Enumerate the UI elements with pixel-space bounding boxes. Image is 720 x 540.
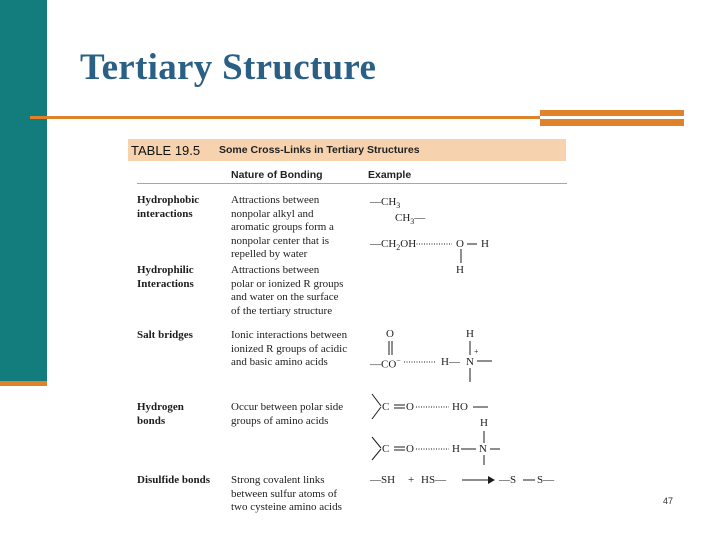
example-hydrophilic-ch2oh: $—CH_2OH$ bbox=[370, 238, 417, 253]
example-hydrophilic-h-right: H bbox=[481, 238, 489, 250]
example-hbond-ho: HO bbox=[452, 401, 468, 413]
example-hydrophilic-h-below: H bbox=[456, 264, 464, 276]
column-header-bonding: Nature of Bonding bbox=[231, 169, 323, 181]
example-hbond-c2: C bbox=[382, 443, 390, 455]
example-hbond-c1: C bbox=[382, 401, 390, 413]
example-hydrophobic-ch3-bottom: $CH_3—$ bbox=[395, 212, 426, 227]
example-hbond-h-mid: H bbox=[480, 417, 488, 429]
example-hbond-h2: H bbox=[452, 443, 460, 455]
example-hbond-o2: O bbox=[406, 443, 414, 455]
example-salt-h-top: H bbox=[466, 328, 474, 340]
example-hbond-o1: O bbox=[406, 401, 414, 413]
row-name-hydrogen-bonds: Hydrogen bonds bbox=[137, 401, 184, 427]
slide-title: Tertiary Structure bbox=[80, 47, 377, 88]
example-disulfide-s1: —S bbox=[499, 474, 517, 486]
row-name-hydrophobic: Hydrophobic interactions bbox=[137, 194, 200, 220]
table-id: TABLE 19.5 bbox=[131, 143, 201, 158]
row-desc-hydrophilic: Attractions between polar or ionized R groups and water on the surface of the tertiary structure bbox=[231, 264, 344, 317]
example-hbond-n2: N bbox=[479, 443, 487, 455]
example-disulfide-hs: HS— bbox=[421, 474, 447, 486]
example-salt-plus: + bbox=[474, 347, 479, 356]
example-salt-h-left: H— bbox=[441, 356, 460, 368]
example-salt-o: O bbox=[386, 328, 394, 340]
example-disulfide-plus: + bbox=[408, 474, 415, 486]
example-hydrophilic-o: O bbox=[456, 238, 464, 250]
row-desc-hydrophobic: Attractions between nonpolar alkyl and aromatic groups form a nonpolar center that is repelled by water bbox=[231, 194, 334, 260]
table-caption: Some Cross-Links in Tertiary Structures bbox=[219, 144, 420, 156]
row-name-salt-bridges: Salt bridges bbox=[137, 329, 193, 341]
row-desc-disulfide-bonds: Strong covalent links between sulfur atoms of two cysteine amino acids bbox=[231, 474, 342, 513]
column-header-example: Example bbox=[368, 169, 412, 181]
example-salt-n: N bbox=[466, 356, 474, 368]
row-desc-salt-bridges: Ionic interactions between ionized R groups of acidic and basic amino acids bbox=[231, 329, 348, 368]
example-disulfide-sh: —SH bbox=[370, 474, 396, 486]
example-disulfide-s2: S— bbox=[537, 474, 555, 486]
row-name-hydrophilic: Hydrophilic Interactions bbox=[137, 264, 194, 290]
page-number: 47 bbox=[663, 496, 674, 506]
example-salt-co: —CO− bbox=[370, 356, 401, 371]
example-hydrophobic-ch3-top: $—CH_3$ bbox=[370, 196, 401, 211]
row-name-disulfide-bonds: Disulfide bonds bbox=[137, 474, 211, 486]
row-desc-hydrogen-bonds: Occur between polar side groups of amino acids bbox=[231, 401, 344, 427]
